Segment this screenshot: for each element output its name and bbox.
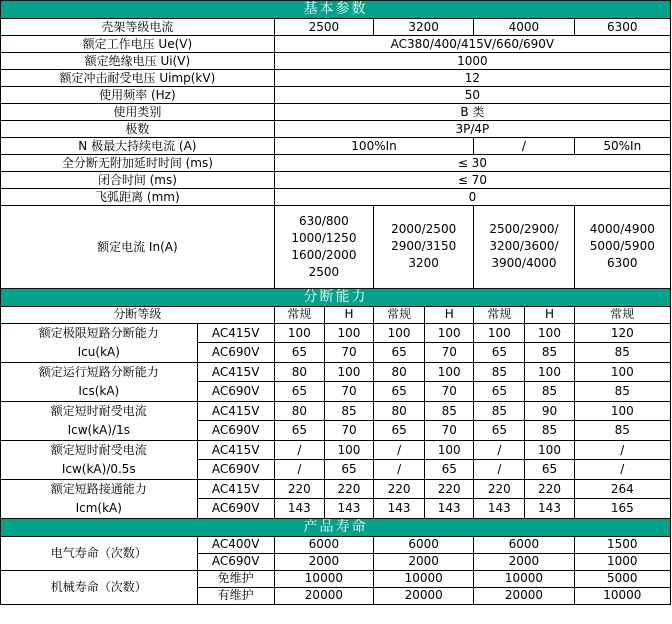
voltage-sub-label: AC690V	[197, 499, 274, 519]
value-cell: 70	[324, 343, 373, 363]
value-cell: 1000	[574, 553, 670, 570]
value-cell: 65	[274, 382, 324, 402]
value-cell: 165	[574, 499, 670, 519]
value-cell: 6000	[374, 536, 474, 553]
table-row-ics-415	[1, 362, 671, 382]
value-cell: 2000	[274, 553, 373, 570]
value-cell: 70	[425, 343, 474, 363]
value-cell: 85	[574, 382, 670, 402]
voltage-sub-label: AC415V	[197, 323, 274, 343]
value-cell: 65	[474, 343, 525, 363]
value-cell: 143	[474, 499, 525, 519]
value-cell: /	[374, 440, 425, 460]
value-cell: 6000	[274, 536, 373, 553]
value-cell: 220	[374, 479, 425, 499]
value-cell: 65	[324, 460, 373, 480]
value-cell: 100	[425, 362, 474, 382]
row-label: 额定冲击耐受电压 Uimp(kV)	[1, 69, 275, 86]
row-label: 额定运行短路分断能力 Ics(kA)	[1, 362, 198, 401]
value-cell: /	[574, 440, 670, 460]
value-cell: 5000	[574, 570, 670, 587]
table-row-mechanical-life-maintfree	[1, 570, 671, 587]
value-cell: 220	[525, 479, 574, 499]
table-row-ui	[1, 52, 671, 69]
value-cell: 85	[425, 401, 474, 421]
value-cell: 220	[425, 479, 474, 499]
grade-cell: H	[425, 306, 474, 323]
value-cell: 143	[425, 499, 474, 519]
grade-cell: 常规	[374, 306, 425, 323]
voltage-sub-label: AC415V	[197, 479, 274, 499]
table-row-frame-current	[1, 18, 671, 35]
value-cell: 80	[374, 362, 425, 382]
table-row-grade	[1, 306, 671, 323]
voltage-sub-label: AC415V	[197, 362, 274, 382]
value-cell: 20000	[374, 587, 474, 604]
row-label: 极数	[1, 120, 275, 137]
value-cell: 143	[274, 499, 324, 519]
value-cell: B 类	[274, 103, 670, 120]
value-cell: 50	[274, 86, 670, 103]
table-row-electrical-life-400	[1, 536, 671, 553]
value-cell: /	[274, 460, 324, 480]
value-cell: 6300	[574, 18, 670, 35]
value-cell: 120	[574, 323, 670, 343]
value-cell: /	[374, 460, 425, 480]
value-cell: 100	[425, 440, 474, 460]
value-cell: 65	[374, 382, 425, 402]
row-label: 壳架等级电流	[1, 18, 275, 35]
value-cell: 85	[525, 343, 574, 363]
table-row-icu-415	[1, 323, 671, 343]
value-cell: 100	[474, 323, 525, 343]
value-cell: 20000	[474, 587, 574, 604]
table-row-break-time	[1, 154, 671, 171]
value-cell: 65	[474, 421, 525, 441]
value-cell: 10000	[374, 570, 474, 587]
table-row-arc-distance	[1, 188, 671, 205]
value-cell: 4000/4900 5000/5900 6300	[574, 205, 670, 288]
maintenance-sub-label: 免维护	[197, 570, 274, 587]
value-cell: 100	[525, 323, 574, 343]
value-cell: 220	[324, 479, 373, 499]
voltage-sub-label: AC400V	[197, 536, 274, 553]
value-cell: 70	[324, 421, 373, 441]
value-cell: 50%In	[574, 137, 670, 154]
value-cell: 10000	[274, 570, 373, 587]
grade-cell: H	[525, 306, 574, 323]
grade-cell: 常规	[574, 306, 670, 323]
value-cell: 10000	[574, 587, 670, 604]
value-cell: 65	[374, 421, 425, 441]
value-cell: 20000	[274, 587, 373, 604]
value-cell: 65	[474, 382, 525, 402]
value-cell: 100	[574, 362, 670, 382]
table-row-frequency	[1, 86, 671, 103]
value-cell: 80	[274, 401, 324, 421]
value-cell: 3200	[374, 18, 474, 35]
grade-cell: H	[324, 306, 373, 323]
row-label: 全分断无附加延时时间 (ms)	[1, 154, 275, 171]
value-cell: 220	[274, 479, 324, 499]
value-cell: 85	[474, 401, 525, 421]
row-label: 飞弧距离 (mm)	[1, 188, 275, 205]
value-cell: 80	[274, 362, 324, 382]
value-cell: 264	[574, 479, 670, 499]
table-row-poles	[1, 120, 671, 137]
section-row-basic	[1, 1, 671, 19]
table-row-rated-current	[1, 205, 671, 288]
table-row-icw05s-415	[1, 440, 671, 460]
value-cell: 2500	[274, 18, 373, 35]
value-cell: 3P/4P	[274, 120, 670, 137]
row-label: 额定工作电压 Ue(V)	[1, 35, 275, 52]
value-cell: /	[474, 460, 525, 480]
value-cell: 70	[425, 421, 474, 441]
value-cell: 10000	[474, 570, 574, 587]
value-cell: 143	[324, 499, 373, 519]
value-cell: 90	[525, 401, 574, 421]
value-cell: 630/800 1000/1250 1600/2000 2500	[274, 205, 373, 288]
value-cell: 220	[474, 479, 525, 499]
value-cell: 100	[425, 323, 474, 343]
value-cell: 4000	[474, 18, 574, 35]
value-cell: 85	[574, 421, 670, 441]
value-cell: 65	[274, 343, 324, 363]
row-label: 额定短路接通能力 Icm(kA)	[1, 479, 198, 518]
value-cell: 143	[374, 499, 425, 519]
value-cell: /	[474, 137, 574, 154]
row-label: N 极最大持续电流 (A)	[1, 137, 275, 154]
grade-cell: 常规	[274, 306, 324, 323]
value-cell: 65	[425, 460, 474, 480]
value-cell: 100	[274, 323, 324, 343]
value-cell: 65	[274, 421, 324, 441]
value-cell: 2000	[474, 553, 574, 570]
row-label: 额定短时耐受电流 Icw(kA)/1s	[1, 401, 198, 440]
section-header-life: 产品寿命	[1, 518, 671, 536]
voltage-sub-label: AC690V	[197, 382, 274, 402]
value-cell: 85	[525, 382, 574, 402]
value-cell: 100	[324, 440, 373, 460]
value-cell: 100	[525, 440, 574, 460]
value-cell: ≤ 70	[274, 171, 670, 188]
value-cell: 100	[525, 362, 574, 382]
table-row-category	[1, 103, 671, 120]
value-cell: /	[274, 440, 324, 460]
value-cell: 6000	[474, 536, 574, 553]
value-cell: /	[474, 440, 525, 460]
voltage-sub-label: AC415V	[197, 440, 274, 460]
row-label: 电气寿命（次数）	[1, 536, 198, 570]
value-cell: /	[574, 460, 670, 480]
voltage-sub-label: AC690V	[197, 421, 274, 441]
value-cell: 1500	[574, 536, 670, 553]
value-cell: 85	[525, 421, 574, 441]
value-cell: 65	[525, 460, 574, 480]
row-label: 分断等级	[1, 306, 275, 323]
voltage-sub-label: AC690V	[197, 460, 274, 480]
row-label: 使用频率 (Hz)	[1, 86, 275, 103]
row-label: 额定电流 In(A)	[1, 205, 275, 288]
row-label: 额定绝缘电压 Ui(V)	[1, 52, 275, 69]
value-cell: 100	[324, 362, 373, 382]
voltage-sub-label: AC415V	[197, 401, 274, 421]
row-label: 额定短时耐受电流 Icw(kA)/0.5s	[1, 440, 198, 479]
value-cell: ≤ 30	[274, 154, 670, 171]
value-cell: 100	[574, 401, 670, 421]
value-cell: 1000	[274, 52, 670, 69]
grade-cell: 常规	[474, 306, 525, 323]
section-row-breaking	[1, 288, 671, 306]
value-cell: 2500/2900/ 3200/3600/ 3900/4000	[474, 205, 574, 288]
value-cell: 2000/2500 2900/3150 3200	[374, 205, 474, 288]
value-cell: 85	[324, 401, 373, 421]
value-cell: 100	[324, 323, 373, 343]
value-cell: 85	[574, 343, 670, 363]
maintenance-sub-label: 有维护	[197, 587, 274, 604]
value-cell: 0	[274, 188, 670, 205]
voltage-sub-label: AC690V	[197, 343, 274, 363]
table-row-icm-415	[1, 479, 671, 499]
value-cell: 143	[525, 499, 574, 519]
table-row-ue	[1, 35, 671, 52]
table-row-icw1s-415	[1, 401, 671, 421]
row-label: 使用类别	[1, 103, 275, 120]
value-cell: 70	[425, 382, 474, 402]
value-cell: 70	[324, 382, 373, 402]
row-label: 额定极限短路分断能力 Icu(kA)	[1, 323, 198, 362]
row-label: 闭合时间 (ms)	[1, 171, 275, 188]
value-cell: AC380/400/415V/660/690V	[274, 35, 670, 52]
value-cell: 100	[374, 323, 425, 343]
section-row-life	[1, 518, 671, 536]
section-header-breaking: 分断能力	[1, 288, 671, 306]
value-cell: 2000	[374, 553, 474, 570]
table-row-close-time	[1, 171, 671, 188]
value-cell: 12	[274, 69, 670, 86]
value-cell: 65	[374, 343, 425, 363]
row-label: 机械寿命（次数）	[1, 570, 198, 604]
section-header-basic: 基本参数	[1, 1, 671, 19]
value-cell: 85	[474, 362, 525, 382]
value-cell: 80	[374, 401, 425, 421]
table-row-neutral-pole	[1, 137, 671, 154]
table-row-uimp	[1, 69, 671, 86]
value-cell: 100%In	[274, 137, 474, 154]
voltage-sub-label: AC690V	[197, 553, 274, 570]
